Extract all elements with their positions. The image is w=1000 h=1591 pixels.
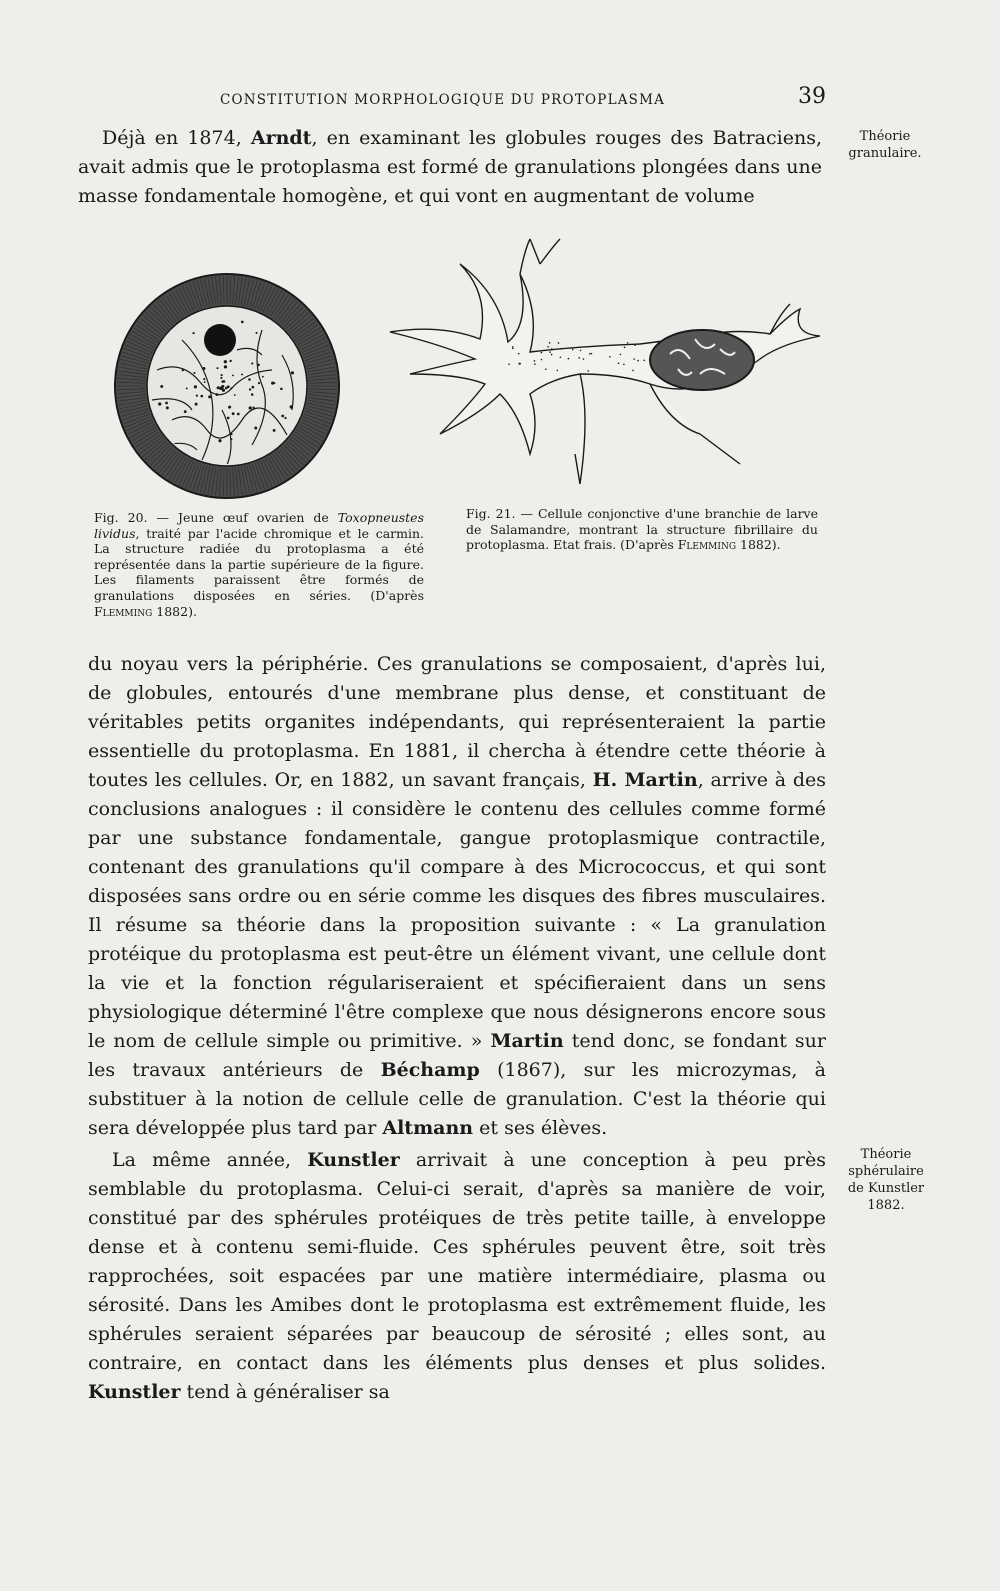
author-name: Béchamp — [380, 1059, 480, 1081]
margin-note-line: de Kunstler — [847, 1181, 925, 1196]
figure-20-caption: Fig. 20. — Jeune œuf ovarien de Toxopneustes lividus, traité par l'acide chromique et le carmin. La structure radiée du protoplasma a été représentée dans la partie supérieure de la figure. Les filaments paraissent être formés de granulations disposées en séries. (D'après Flemming 1882). — [94, 510, 424, 619]
margin-note-line: Théorie — [859, 129, 911, 144]
figure-20-egg-illustration — [112, 270, 342, 502]
margin-note-theorie-spherulaire — [836, 1146, 936, 1214]
author-name: Flemming — [677, 537, 737, 553]
margin-note-line: granulaire. — [848, 146, 922, 161]
author-name: Kunstler — [307, 1149, 400, 1171]
running-head: CONSTITUTION MORPHOLOGIQUE DU PROTOPLASMA — [220, 92, 666, 108]
paragraph-martin: du noyau vers la périphérie. Ces granulations se composaient, d'après lui, de globules, entourés d'une membrane plus dense, et constituant de véritables petits organites indépendants, qui représenteraient la partie essentielle du protoplasma. En 1881, il chercha à étendre cette théorie à toutes les cellules. Or, en 1882, un savant français, H. Martin, arrive à des conclusions analogues : il considère le contenu des cellules comme formé par une substance fondamentale, gangue protoplasmique contractile, contenant des granulations qu'il compare à des Micrococcus, et qui sont disposées sans ordre ou en série comme les disques des fibres musculaires. Il résume sa théorie dans la proposition suivante : « La granulation protéique du protoplasma est peut-être un élément vivant, une cellule dont la vie et la fonction régulariseraient et spécifieraient dans un sens physiologique déterminé l'être complexe que nous désignerons encore sous le nom de cellule simple ou primitive. » Martin tend donc, se fondant sur les travaux antérieurs de Béchamp (1867), sur les microzymas, à substituer à la notion de cellule celle de granulation. C'est la théorie qui sera développée plus tard par Altmann et ses élèves. — [88, 653, 827, 1139]
author-name: Flemming — [94, 603, 153, 619]
margin-note-line: 1882. — [867, 1198, 905, 1213]
author-name: Altmann — [382, 1117, 474, 1139]
author-name: Kunstler — [88, 1381, 181, 1403]
paragraph-kunstler: La même année, Kunstler arrivait à une conception à peu près semblable du protoplasma. Celui-ci serait, d'après sa manière de voir, constitué par des sphérules protéiques de très petite taille, à enveloppe dense et à contenu semi-fluide. Ces sphérules peuvent être, soit très rapprochées, soit espacées par une matière intermédiaire, plasma ou sérosité. Dans les Amibes dont le protoplasma est extrêmement fluide, les sphérules seraient séparées par beaucoup de sérosité ; elles sont, au contraire, en contact dans les éléments plus denses et plus solides. Kunstler tend à généraliser sa — [88, 1149, 826, 1403]
author-name: H. Martin — [592, 769, 698, 791]
author-name: Arndt — [250, 127, 312, 149]
figure-21-caption: Fig. 21. — Cellule conjonctive d'une branchie de larve de Salamandre, montrant la structure fibrillaire du protoplasma. Etat frais. (D'après Flemming 1882). — [466, 506, 818, 553]
margin-note-line: sphérulaire — [848, 1164, 924, 1179]
margin-note-theorie-granulaire — [835, 128, 935, 162]
page-number: 39 — [798, 84, 826, 109]
figure-21-connective-cell-illustration — [380, 234, 840, 494]
margin-note-line: Théorie — [860, 1147, 912, 1162]
paragraph-arndt: Déjà en 1874, Arndt, en examinant les globules rouges des Batraciens, avait admis que le protoplasma est formé de granulations plongées dans une masse fondamentale homogène, et qui vont en augmentant de volume — [78, 127, 822, 207]
species-name: Toxopneustes lividus — [94, 510, 424, 541]
author-name: Martin — [490, 1030, 564, 1052]
